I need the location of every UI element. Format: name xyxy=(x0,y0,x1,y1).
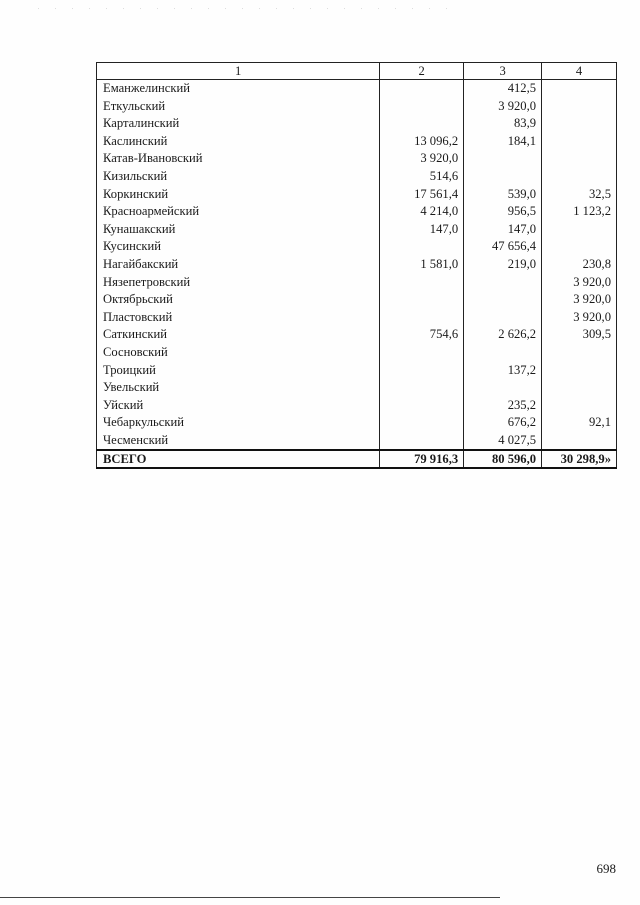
total-row xyxy=(97,450,617,468)
cell-col-3: 412,5 xyxy=(464,80,542,98)
cell-col-4 xyxy=(542,168,617,186)
total-label: ВСЕГО xyxy=(97,450,380,468)
district-name: Нязепетровский xyxy=(97,274,380,292)
cell-col-4: 1 123,2 xyxy=(542,203,617,221)
allocation-table xyxy=(96,62,617,469)
cell-col-3 xyxy=(464,291,542,309)
cell-col-4 xyxy=(542,432,617,451)
district-name: Еткульский xyxy=(97,98,380,116)
district-name: Кусинский xyxy=(97,238,380,256)
cell-col-2: 17 561,4 xyxy=(380,186,464,204)
table-row xyxy=(97,362,617,380)
table-row xyxy=(97,256,617,274)
cell-col-3: 184,1 xyxy=(464,133,542,151)
column-header-4: 4 xyxy=(542,63,617,80)
district-name: Нагайбакский xyxy=(97,256,380,274)
cell-col-3: 956,5 xyxy=(464,203,542,221)
cell-col-3: 147,0 xyxy=(464,221,542,239)
cell-col-3: 137,2 xyxy=(464,362,542,380)
total-col-3: 80 596,0 xyxy=(464,450,542,468)
cell-col-2 xyxy=(380,80,464,98)
cell-col-3 xyxy=(464,379,542,397)
district-name: Кизильский xyxy=(97,168,380,186)
cell-col-4 xyxy=(542,238,617,256)
cell-col-4 xyxy=(542,362,617,380)
cell-col-4: 3 920,0 xyxy=(542,309,617,327)
column-header-2: 2 xyxy=(380,63,464,80)
cell-col-2: 3 920,0 xyxy=(380,150,464,168)
cell-col-4: 32,5 xyxy=(542,186,617,204)
table-row xyxy=(97,98,617,116)
district-name: Кунашакский xyxy=(97,221,380,239)
cell-col-3 xyxy=(464,344,542,362)
table-row xyxy=(97,203,617,221)
column-header-1: 1 xyxy=(97,63,380,80)
cell-col-4: 230,8 xyxy=(542,256,617,274)
cell-col-4 xyxy=(542,379,617,397)
cell-col-4 xyxy=(542,133,617,151)
table-row xyxy=(97,133,617,151)
table-row xyxy=(97,291,617,309)
table-row xyxy=(97,309,617,327)
table-row xyxy=(97,186,617,204)
district-name: Каслинский xyxy=(97,133,380,151)
cell-col-3 xyxy=(464,168,542,186)
district-name: Еманжелинский xyxy=(97,80,380,98)
cell-col-3: 235,2 xyxy=(464,397,542,415)
table-row xyxy=(97,326,617,344)
bottom-rule xyxy=(0,897,500,898)
cell-col-4: 309,5 xyxy=(542,326,617,344)
cell-col-4 xyxy=(542,115,617,133)
page-number: 698 xyxy=(596,861,616,876)
cell-col-3 xyxy=(464,274,542,292)
table-row xyxy=(97,80,617,98)
cell-col-2 xyxy=(380,274,464,292)
cell-col-3: 676,2 xyxy=(464,414,542,432)
district-name: Коркинский xyxy=(97,186,380,204)
cell-col-2 xyxy=(380,115,464,133)
cell-col-2 xyxy=(380,362,464,380)
district-name: Карталинский xyxy=(97,115,380,133)
cell-col-2: 514,6 xyxy=(380,168,464,186)
cell-col-4 xyxy=(542,344,617,362)
district-name: Чебаркульский xyxy=(97,414,380,432)
cell-col-2: 13 096,2 xyxy=(380,133,464,151)
district-name: Октябрьский xyxy=(97,291,380,309)
cell-col-3 xyxy=(464,309,542,327)
cell-col-4 xyxy=(542,80,617,98)
district-name: Саткинский xyxy=(97,326,380,344)
cell-col-3: 3 920,0 xyxy=(464,98,542,116)
cell-col-4 xyxy=(542,150,617,168)
table-row xyxy=(97,150,617,168)
table-row xyxy=(97,414,617,432)
cell-col-2 xyxy=(380,344,464,362)
cell-col-2 xyxy=(380,309,464,327)
cell-col-2 xyxy=(380,379,464,397)
cell-col-4 xyxy=(542,221,617,239)
cell-col-4: 3 920,0 xyxy=(542,274,617,292)
table-row xyxy=(97,238,617,256)
scan-artifacts xyxy=(30,4,450,16)
table-body xyxy=(97,80,617,469)
cell-col-2 xyxy=(380,414,464,432)
table-row xyxy=(97,379,617,397)
cell-col-3: 2 626,2 xyxy=(464,326,542,344)
cell-col-2 xyxy=(380,432,464,451)
cell-col-4: 3 920,0 xyxy=(542,291,617,309)
district-name: Троицкий xyxy=(97,362,380,380)
table-header-row xyxy=(97,63,617,80)
district-name: Пластовский xyxy=(97,309,380,327)
cell-col-4 xyxy=(542,98,617,116)
cell-col-2: 147,0 xyxy=(380,221,464,239)
total-col-2: 79 916,3 xyxy=(380,450,464,468)
cell-col-3 xyxy=(464,150,542,168)
cell-col-2: 4 214,0 xyxy=(380,203,464,221)
table-row xyxy=(97,344,617,362)
cell-col-2 xyxy=(380,98,464,116)
district-name: Уйский xyxy=(97,397,380,415)
district-name: Чесменский xyxy=(97,432,380,451)
cell-col-4: 92,1 xyxy=(542,414,617,432)
cell-col-2: 754,6 xyxy=(380,326,464,344)
cell-col-2 xyxy=(380,397,464,415)
cell-col-2 xyxy=(380,291,464,309)
cell-col-3: 47 656,4 xyxy=(464,238,542,256)
district-name: Сосновский xyxy=(97,344,380,362)
cell-col-2 xyxy=(380,238,464,256)
table-row xyxy=(97,432,617,451)
cell-col-3: 219,0 xyxy=(464,256,542,274)
cell-col-3: 539,0 xyxy=(464,186,542,204)
cell-col-3: 4 027,5 xyxy=(464,432,542,451)
district-name: Катав-Ивановский xyxy=(97,150,380,168)
table-row xyxy=(97,115,617,133)
table-row xyxy=(97,274,617,292)
district-name: Увельский xyxy=(97,379,380,397)
total-col-4: 30 298,9» xyxy=(542,450,617,468)
table-row xyxy=(97,397,617,415)
cell-col-2: 1 581,0 xyxy=(380,256,464,274)
column-header-3: 3 xyxy=(464,63,542,80)
cell-col-4 xyxy=(542,397,617,415)
table-row xyxy=(97,221,617,239)
district-name: Красноармейский xyxy=(97,203,380,221)
cell-col-3: 83,9 xyxy=(464,115,542,133)
table-row xyxy=(97,168,617,186)
